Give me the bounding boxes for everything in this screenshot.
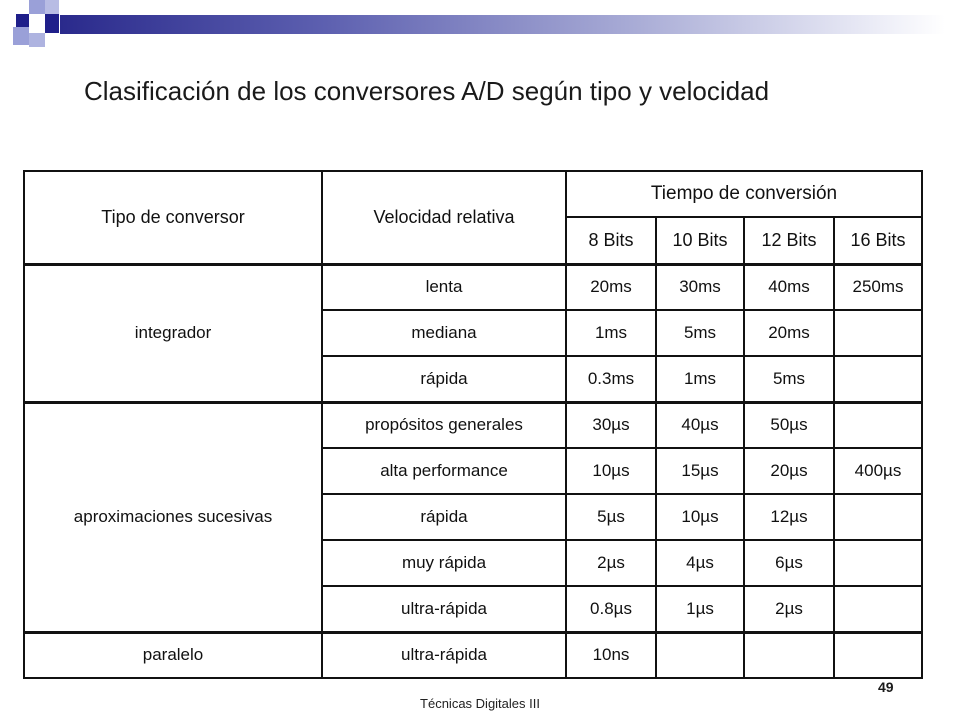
cell-tipo: integrador	[24, 264, 322, 402]
cell-time: 40µs	[656, 402, 744, 448]
table-row	[24, 264, 922, 310]
cell-time	[834, 310, 922, 356]
decor-square-lavender-1	[29, 0, 45, 14]
page-number: 49	[878, 679, 894, 695]
cell-velocidad: rápida	[322, 494, 566, 540]
cell-time: 0.8µs	[566, 586, 656, 632]
cell-time: 2µs	[744, 586, 834, 632]
table-row	[24, 402, 922, 448]
footer-text: Técnicas Digitales III	[420, 696, 540, 711]
decor-square-lavender-4	[29, 33, 45, 47]
cell-time: 400µs	[834, 448, 922, 494]
cell-time: 15µs	[656, 448, 744, 494]
slide-title: Clasificación de los conversores A/D según tipo y velocidad	[84, 76, 770, 106]
cell-time: 30ms	[656, 264, 744, 310]
cell-time: 1ms	[566, 310, 656, 356]
cell-velocidad: mediana	[322, 310, 566, 356]
decor-square-lavender-2	[45, 0, 59, 14]
cell-time: 6µs	[744, 540, 834, 586]
cell-velocidad: rápida	[322, 356, 566, 402]
cell-time: 4µs	[656, 540, 744, 586]
header-bits-10: 10 Bits	[656, 217, 744, 264]
cell-time	[834, 540, 922, 586]
cell-time: 20ms	[744, 310, 834, 356]
cell-time: 1µs	[656, 586, 744, 632]
cell-velocidad: alta performance	[322, 448, 566, 494]
cell-time: 20ms	[566, 264, 656, 310]
cell-time: 40ms	[744, 264, 834, 310]
cell-time: 20µs	[744, 448, 834, 494]
cell-time: 5ms	[656, 310, 744, 356]
table-row	[24, 632, 922, 678]
header-tipo: Tipo de conversor	[24, 171, 322, 264]
header-bits-12: 12 Bits	[744, 217, 834, 264]
cell-velocidad: lenta	[322, 264, 566, 310]
converter-table	[23, 170, 923, 679]
cell-time: 30µs	[566, 402, 656, 448]
decor-square-lavender-3	[13, 27, 29, 45]
cell-time: 12µs	[744, 494, 834, 540]
cell-time: 5µs	[566, 494, 656, 540]
cell-time: 10ns	[566, 632, 656, 678]
cell-time: 0.3ms	[566, 356, 656, 402]
cell-time: 250ms	[834, 264, 922, 310]
decor-square-navy-2	[45, 14, 59, 33]
cell-time: 10µs	[656, 494, 744, 540]
cell-time	[834, 356, 922, 402]
cell-time: 5ms	[744, 356, 834, 402]
cell-time: 2µs	[566, 540, 656, 586]
header-velocidad: Velocidad relativa	[322, 171, 566, 264]
cell-velocidad: muy rápida	[322, 540, 566, 586]
header-bits-16: 16 Bits	[834, 217, 922, 264]
cell-velocidad: ultra-rápida	[322, 632, 566, 678]
cell-time: 50µs	[744, 402, 834, 448]
cell-time	[834, 494, 922, 540]
cell-tipo: aproximaciones sucesivas	[24, 402, 322, 632]
header-tiempo: Tiempo de conversión	[566, 171, 922, 217]
cell-time	[834, 586, 922, 632]
header-bits-8: 8 Bits	[566, 217, 656, 264]
cell-time	[744, 632, 834, 678]
cell-time	[834, 632, 922, 678]
cell-tipo: paralelo	[24, 632, 322, 678]
cell-velocidad: propósitos generales	[322, 402, 566, 448]
header-gradient-bar	[60, 15, 945, 34]
cell-time: 10µs	[566, 448, 656, 494]
cell-time: 1ms	[656, 356, 744, 402]
cell-time	[656, 632, 744, 678]
cell-time	[834, 402, 922, 448]
decor-square-navy-1	[16, 14, 29, 27]
cell-velocidad: ultra-rápida	[322, 586, 566, 632]
